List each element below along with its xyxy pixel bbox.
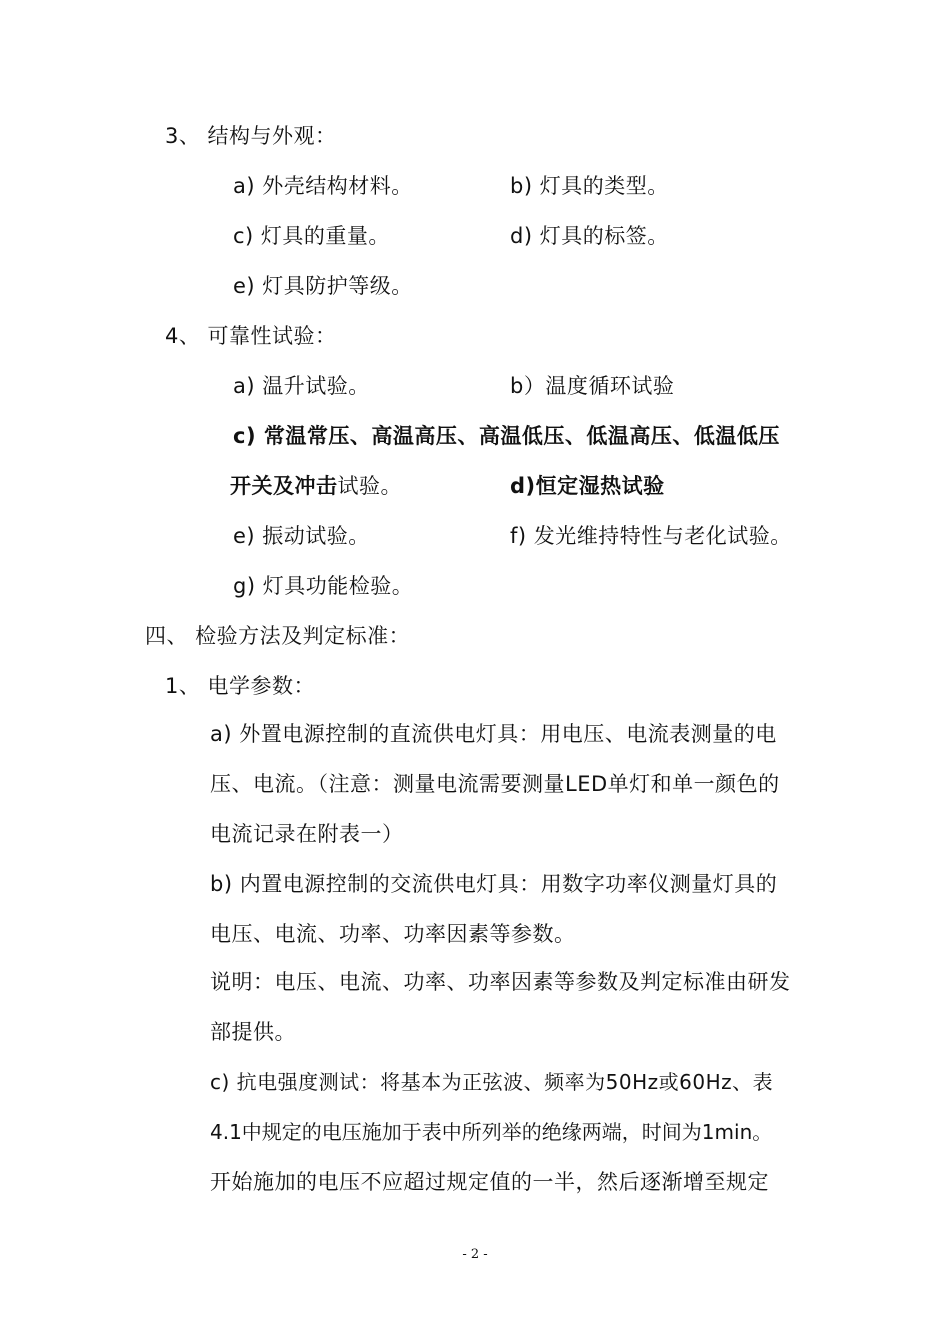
- note-line2: 部提供。: [210, 1020, 296, 1044]
- para-a-line3: 电流记录在附表一）: [210, 822, 404, 846]
- item-4c-line2-rest: 试验。: [337, 474, 402, 498]
- item-4e: e) 振动试验。: [233, 524, 370, 548]
- section-3-heading: 3、 结构与外观：: [165, 124, 337, 148]
- item-4f: f) 发光维持特性与老化试验。: [510, 524, 792, 548]
- item-4b: b）温度循环试验: [510, 374, 675, 398]
- para-a-line2: 压、电流。（注意：测量电流需要测量LED单灯和单一颜色的: [210, 772, 780, 796]
- item-4c-line2-bold: 开关及冲击: [230, 474, 338, 498]
- item-3b: b) 灯具的类型。: [510, 174, 669, 198]
- item-4g: g) 灯具功能检验。: [233, 574, 414, 598]
- item-4c-line1: c) 常温常压、高温高压、高温低压、低温高压、低温低压: [233, 424, 780, 448]
- item-3c: c) 灯具的重量。: [233, 224, 390, 248]
- part-4-heading: 四、 检验方法及判定标准：: [145, 624, 411, 648]
- item-4a: a) 温升试验。: [233, 374, 370, 398]
- note-line1: 说明：电压、电流、功率、功率因素等参数及判定标准由研发: [210, 970, 791, 994]
- para-c-line3: 开始施加的电压不应超过规定值的一半，然后逐渐增至规定: [210, 1170, 769, 1194]
- item-3a: a) 外壳结构材料。: [233, 174, 413, 198]
- item-4d: d)恒定湿热试验: [510, 474, 665, 498]
- para-c-line1: c) 抗电强度测试：将基本为正弦波、频率为50Hz或60Hz、表: [210, 1070, 774, 1094]
- item-4c-line2: [230, 471, 402, 501]
- page-number: - 2 -: [462, 1247, 488, 1262]
- subsection-1-heading: 1、 电学参数：: [165, 674, 316, 698]
- para-b-line1: b) 内置电源控制的交流供电灯具：用数字功率仪测量灯具的: [210, 872, 778, 896]
- para-c-line2: 4.1中规定的电压施加于表中所列举的绝缘两端，时间为1min。: [210, 1120, 773, 1144]
- para-a-line1: a) 外置电源控制的直流供电灯具：用电压、电流表测量的电: [210, 722, 777, 746]
- para-b-line2: 电压、电流、功率、功率因素等参数。: [210, 922, 576, 946]
- item-3e: e) 灯具防护等级。: [233, 274, 413, 298]
- section-4-heading: 4、 可靠性试验：: [165, 324, 337, 348]
- item-3d: d) 灯具的标签。: [510, 224, 669, 248]
